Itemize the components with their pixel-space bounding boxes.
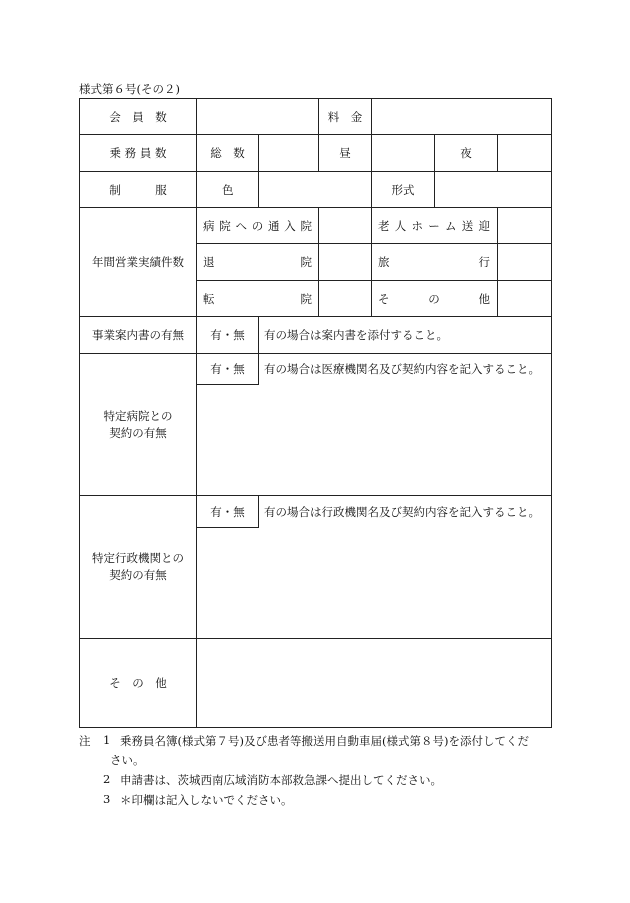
label-char: 人 bbox=[394, 218, 407, 233]
discharge-value[interactable] bbox=[319, 244, 371, 280]
other-label: そ の 他 bbox=[109, 676, 167, 690]
brochure-note: 有の場合は案内書を添付すること。 bbox=[264, 328, 448, 342]
transfer-label bbox=[203, 281, 312, 316]
label-line: 特定行政機関との bbox=[92, 551, 184, 565]
brochure-choice[interactable]: 有・無 bbox=[210, 328, 245, 342]
label-char: の bbox=[428, 291, 440, 306]
label-char: ム bbox=[445, 218, 457, 233]
members-label: 会 員 数 bbox=[109, 109, 167, 124]
uniform-label: 制 服 bbox=[109, 182, 167, 197]
label-char: 院 bbox=[300, 291, 312, 306]
day-value-cell[interactable] bbox=[372, 135, 434, 171]
color-value-cell[interactable] bbox=[259, 172, 371, 207]
other-details[interactable] bbox=[197, 639, 551, 727]
label-char: 他 bbox=[478, 291, 490, 306]
label-char: 行 bbox=[478, 255, 490, 269]
note-3-text: ＊印欄は記入しないでください。 bbox=[120, 793, 293, 807]
travel-value[interactable] bbox=[498, 244, 551, 280]
label-char: 旅 bbox=[378, 255, 390, 269]
label-char: 送 bbox=[461, 218, 474, 233]
fee-label: 料 金 bbox=[327, 109, 363, 124]
day-label: 昼 bbox=[339, 146, 351, 160]
hospital-choice[interactable]: 有・無 bbox=[210, 362, 245, 376]
elderly-home-label bbox=[378, 208, 490, 243]
type-value-cell[interactable] bbox=[435, 172, 551, 207]
travel-label bbox=[378, 244, 490, 280]
label-char: ホ bbox=[411, 218, 423, 233]
admin-contract-details[interactable] bbox=[197, 529, 551, 637]
crew-label: 乗 務 員 数 bbox=[109, 146, 167, 160]
label-char: 老 bbox=[378, 218, 390, 233]
label-line: 特定病院との bbox=[103, 408, 173, 423]
admin-choice[interactable]: 有・無 bbox=[210, 504, 245, 519]
brochure-label: 事業案内書の有無 bbox=[92, 328, 184, 342]
label-char: 病 bbox=[203, 218, 215, 233]
transfer-value[interactable] bbox=[319, 281, 371, 316]
color-label: 色 bbox=[222, 182, 234, 197]
note-1-continuation: さい。 bbox=[110, 753, 145, 767]
note-number: 2 bbox=[103, 772, 111, 786]
admin-note: 有の場合は行政機関名及び契約内容を記入すること。 bbox=[264, 504, 540, 519]
label-char: そ bbox=[378, 291, 390, 306]
col-line bbox=[258, 495, 259, 528]
table-border-bottom bbox=[79, 727, 552, 728]
admin-contract-label bbox=[80, 496, 196, 638]
notes-prefix: 注 bbox=[79, 734, 91, 748]
label-char: へ bbox=[235, 218, 247, 233]
row-line bbox=[196, 384, 259, 385]
label-char: 転 bbox=[203, 291, 215, 306]
row-line bbox=[196, 527, 259, 528]
other-activity-value[interactable] bbox=[498, 281, 551, 316]
total-value-cell[interactable] bbox=[259, 135, 318, 171]
elderly-home-value[interactable] bbox=[498, 208, 551, 243]
note-number: 3 bbox=[103, 792, 111, 806]
col-line bbox=[258, 353, 259, 385]
col-line bbox=[258, 316, 259, 353]
note-1-text: 乗務員名簿(様式第７号)及び患者等搬送用自動車届(様式第８号)を添付してくだ bbox=[120, 734, 529, 748]
total-label: 総 数 bbox=[210, 146, 245, 160]
fee-value-cell[interactable] bbox=[372, 99, 551, 134]
col-line bbox=[371, 207, 372, 317]
label-char: 院 bbox=[219, 218, 231, 233]
note-number: 1 bbox=[103, 733, 111, 747]
table-border-right bbox=[551, 98, 552, 728]
label-line: 契約の有無 bbox=[109, 425, 167, 440]
label-char: 入 bbox=[284, 218, 296, 233]
other-activity-label bbox=[378, 281, 490, 316]
form-title: 様式第６号(その２) bbox=[79, 82, 180, 96]
label-char: 院 bbox=[300, 218, 312, 233]
night-label: 夜 bbox=[460, 146, 472, 160]
annual-label: 年間営業実績件数 bbox=[92, 255, 184, 269]
members-value-cell[interactable] bbox=[197, 99, 318, 134]
hospital-admission-value[interactable] bbox=[319, 208, 371, 243]
label-line: 契約の有無 bbox=[109, 568, 167, 582]
label-char: 迎 bbox=[478, 218, 490, 233]
hospital-contract-details[interactable] bbox=[197, 386, 551, 494]
label-char: 院 bbox=[300, 255, 312, 269]
night-value-cell[interactable] bbox=[498, 135, 551, 171]
type-label: 形式 bbox=[391, 182, 415, 197]
discharge-label bbox=[203, 244, 312, 280]
label-char: ー bbox=[428, 218, 440, 233]
note-2-text: 申請書は、茨城西南広域消防本部救急課へ提出してください。 bbox=[120, 773, 442, 787]
label-char: の bbox=[251, 218, 264, 233]
hospital-contract-label bbox=[80, 354, 196, 495]
label-char: 通 bbox=[268, 218, 280, 233]
label-char: 退 bbox=[203, 255, 215, 269]
hospital-admission-label bbox=[203, 208, 312, 243]
hospital-note: 有の場合は医療機関名及び契約内容を記入すること。 bbox=[264, 362, 540, 376]
